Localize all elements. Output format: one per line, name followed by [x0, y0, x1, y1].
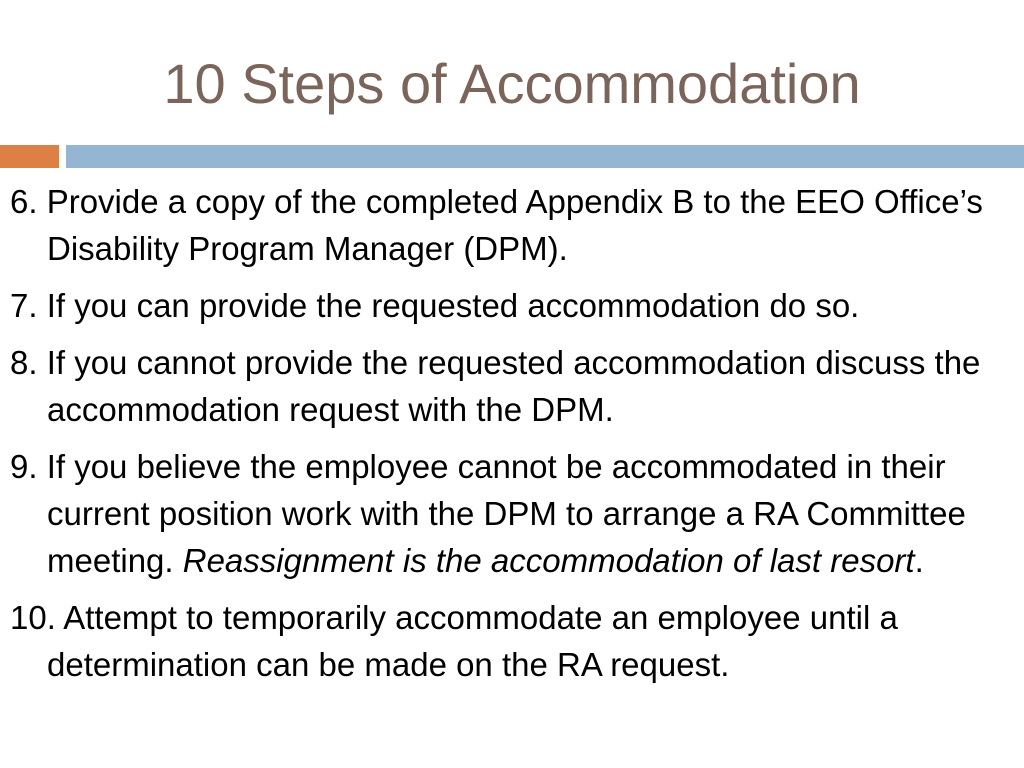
- accent-bar-orange: [0, 145, 59, 168]
- list-item: [10, 443, 1016, 584]
- step-text: 9. If you believe the employee cannot be accommodated in their current position work with the DPM to arrange a RA Committee meeting.: [10, 448, 966, 579]
- step-text: 10. Attempt to temporarily accommodate an employee until a determination can be made on the RA request.: [10, 599, 898, 683]
- step-emphasis: Reassignment is the accommodation of last resort: [182, 542, 915, 579]
- step-text: 8. If you cannot provide the requested accommodation discuss the accommodation request with the DPM.: [10, 344, 981, 428]
- accent-bar-blue: [66, 145, 1024, 168]
- list-item: [10, 178, 1016, 272]
- list-item: [10, 339, 1016, 433]
- steps-list: [10, 178, 1016, 698]
- slide-title: 10 Steps of Accommodation: [163, 52, 861, 115]
- list-item: [10, 594, 1016, 688]
- step-tail: .: [914, 542, 924, 579]
- step-text: 7. If you can provide the requested accommodation do so.: [10, 287, 860, 324]
- list-item: [10, 282, 1016, 329]
- step-text: 6. Provide a copy of the completed Appendix B to the EEO Office’s Disability Program Manager (DPM).: [10, 183, 983, 267]
